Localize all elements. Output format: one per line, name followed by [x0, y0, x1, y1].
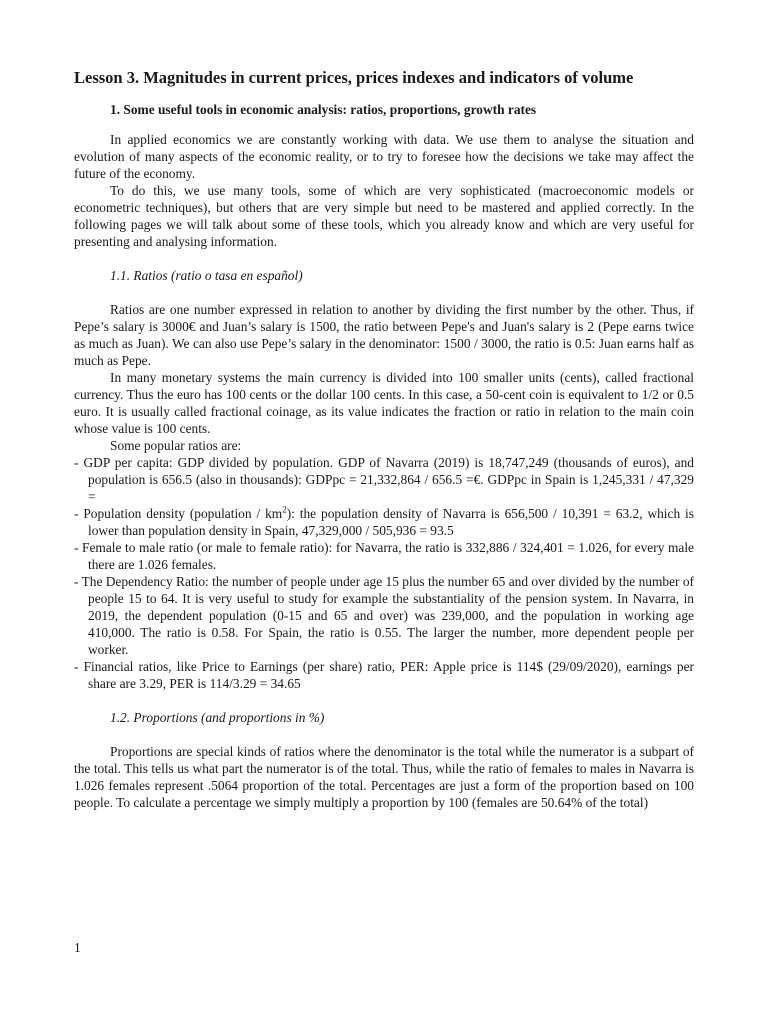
- page-number: 1: [74, 940, 81, 955]
- superscript: 2: [282, 504, 287, 515]
- section-1-1-heading: 1.1. Ratios (ratio o tasa en español): [110, 268, 303, 283]
- list-item: - GDP per capita: GDP divided by population. GDP of Navarra (2019) is 18,747,249 (thousands of euros), and population is 656.5 (also in thousands): GDPpc = 21,332,864 / 656.5 =€. GDPpc in Spain is 1,245,331 / 47,329 =: [74, 455, 694, 504]
- paragraph: Some popular ratios are:: [110, 438, 242, 453]
- list-item: - Female to male ratio (or male to female ratio): for Navarra, the ratio is 332,886 / 324,401 = 1.026, for every male there are 1.026 females.: [74, 540, 694, 572]
- section-1-heading: 1. Some useful tools in economic analysis: ratios, proportions, growth rates: [110, 102, 537, 117]
- lesson-title: Lesson 3. Magnitudes in current prices, prices indexes and indicators of volume: [74, 68, 634, 87]
- section-1-2-heading: 1.2. Proportions (and proportions in %): [110, 710, 325, 725]
- paragraph: In many monetary systems the main currency is divided into 100 smaller units (cents), called fractional currency. Thus the euro has 100 cents or the dollar 100 cents. In this case, a 50-cent coin is equivalent to 1/2 or 0.5 euro. It is usually called fractional coinage, as its value indicates the fraction or ratio in relation to the main coin whose value is 100 cents.: [74, 370, 694, 436]
- paragraph: To do this, we use many tools, some of which are very sophisticated (macroeconomic models or econometric techniques), but others that are very simple but need to be mastered and applied correctly. In the following pages we will talk about some of these tools, which you already know and which are very useful for presenting and analysing information.: [74, 183, 694, 249]
- ratios-list: [74, 454, 694, 692]
- list-item-text: - Population density (population / km: [74, 506, 283, 521]
- paragraph: Ratios are one number expressed in relation to another by dividing the first number by the other. Thus, if Pepe’s salary is 3000€ and Juan’s salary is 1500, the ratio between Pepe's and Juan's salary is 2 (Pepe earns twice as much as Juan). We can also use Pepe’s salary in the denominator: 1500 / 3000, the ratio is 0.5: Juan earns half as much as Pepe.: [74, 302, 694, 368]
- paragraph: Proportions are special kinds of ratios where the denominator is the total while the numerator is a subpart of the total. This tells us what part the numerator is of the total. Thus, while the ratio of females to males in Navarra is 1.026 females represent .5064 proportion of the total. Percentages are just a form of the proportion based on 100 people. To calculate a percentage we simply multiply a proportion by 100 (females are 50.64% of the total): [74, 744, 694, 810]
- list-item: - Financial ratios, like Price to Earnings (per share) ratio, PER: Apple price is 114$ (29/09/2020), earnings per share are 3.29, PER is 114/3.29 = 34.65: [74, 659, 694, 691]
- list-item: [74, 505, 694, 539]
- paragraph: In applied economics we are constantly working with data. We use them to analyse the situation and evolution of many aspects of the economic reality, or to try to foresee how the decisions we take may affect the future of the economy.: [74, 132, 694, 181]
- list-item: - The Dependency Ratio: the number of people under age 15 plus the number 65 and over divided by the number of people 15 to 64. It is very useful to study for example the substantiality of the pension system. In Navarra, in 2019, the dependent population (0-15 and 65 and over) was 239,000, and the population in working age 410,000. The ratio is 0.58. For Spain, the ratio is 0.55. The larger the number, more dependent people per worker.: [74, 574, 694, 657]
- list-item-text: ): the population density of Navarra is 656,500 / 10,391 = 63.2, which is lower than population density in Spain, 47,329,000 / 505,936 = 93.5: [88, 506, 694, 538]
- document-body: [74, 68, 694, 811]
